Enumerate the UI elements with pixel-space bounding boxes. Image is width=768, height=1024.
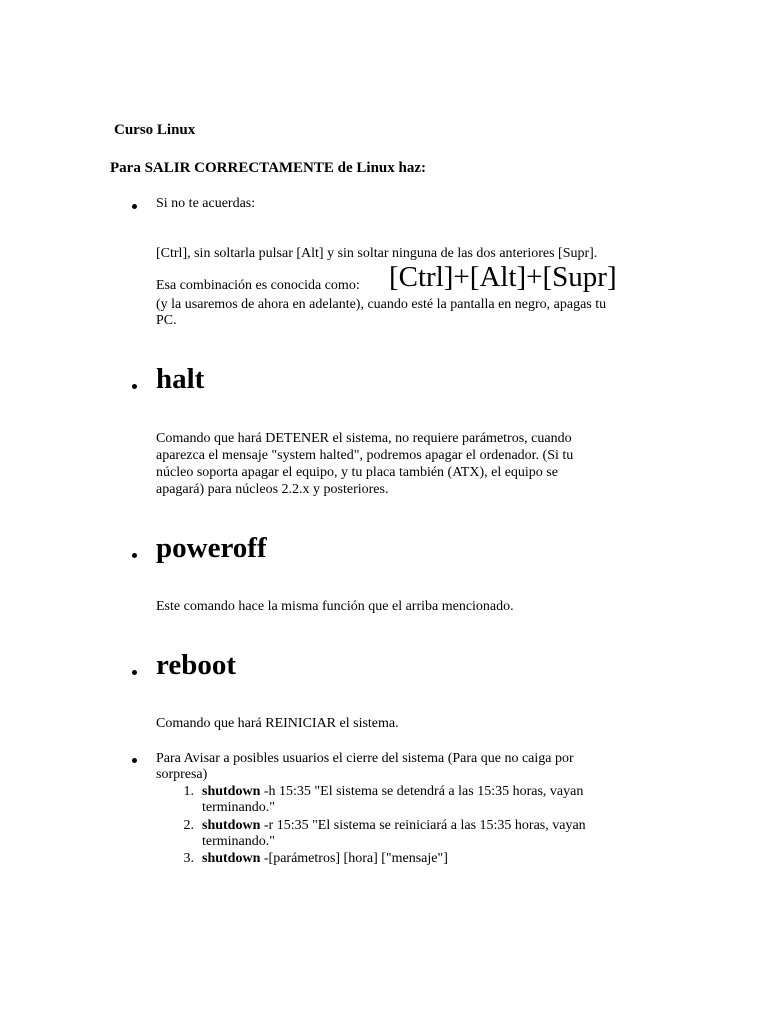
key-combination: [Ctrl]+[Alt]+[Supr] — [389, 261, 617, 293]
shutdown-intro-line-2: sorpresa) — [156, 767, 208, 782]
main-heading: Para SALIR CORRECTAMENTE de Linux haz: — [110, 160, 427, 176]
shutdown-intro-line-1: Para Avisar a posibles usuarios el cierre del sistema (Para que no caiga por — [156, 751, 574, 766]
halt-desc-line: núcleo soporta apagar el equipo, y tu placa también (ATX), el equipo se — [156, 465, 558, 480]
shutdown-item-2 — [202, 817, 586, 834]
halt-desc-line: aparezca el mensaje "system halted", podremos apagar el ordenador. (Si tu — [156, 448, 574, 463]
command-reboot: reboot — [156, 649, 237, 681]
page-title: Curso Linux — [114, 122, 196, 138]
combo-prefix: Esa combinación es conocida como: — [156, 278, 360, 293]
list-number: 2. — [183, 818, 194, 833]
shutdown-item-3 — [202, 850, 448, 867]
intro-paragraph-2-line-1: (y la usaremos de ahora en adelante), cuando esté la pantalla en negro, apagas tu — [156, 297, 607, 312]
shutdown-item-1 — [202, 783, 583, 800]
shutdown-args: -[parámetros] [hora] ["mensaje"] — [260, 851, 448, 866]
shutdown-item-1-cont: terminando." — [202, 800, 275, 815]
shutdown-item-2-cont: terminando." — [202, 834, 275, 849]
bullet-icon — [132, 553, 137, 558]
intro-label: Si no te acuerdas: — [156, 196, 256, 211]
bullet-icon — [132, 670, 137, 675]
intro-paragraph: [Ctrl], sin soltarla pulsar [Alt] y sin soltar ninguna de las dos anteriores [Supr]. — [156, 246, 598, 261]
halt-desc-line: apagará) para núcleos 2.2.x y posteriores. — [156, 482, 389, 497]
command-halt: halt — [156, 363, 205, 395]
shutdown-args: -h 15:35 "El sistema se detendrá a las 15:35 horas, vayan — [260, 784, 584, 799]
intro-paragraph-2-line-2: PC. — [156, 313, 177, 328]
shutdown-args: -r 15:35 "El sistema se reiniciará a las 15:35 horas, vayan — [260, 818, 586, 833]
list-number: 3. — [183, 851, 194, 866]
command-poweroff: poweroff — [156, 532, 267, 564]
command-shutdown: shutdown — [202, 818, 261, 833]
poweroff-desc: Este comando hace la misma función que el arriba mencionado. — [156, 599, 514, 614]
command-shutdown: shutdown — [202, 784, 261, 799]
bullet-icon — [132, 384, 137, 389]
bullet-icon — [132, 204, 137, 209]
bullet-icon — [132, 758, 137, 763]
command-shutdown: shutdown — [202, 851, 261, 866]
reboot-desc: Comando que hará REINICIAR el sistema. — [156, 716, 399, 731]
halt-desc-line: Comando que hará DETENER el sistema, no requiere parámetros, cuando — [156, 431, 572, 446]
list-number: 1. — [183, 784, 194, 799]
